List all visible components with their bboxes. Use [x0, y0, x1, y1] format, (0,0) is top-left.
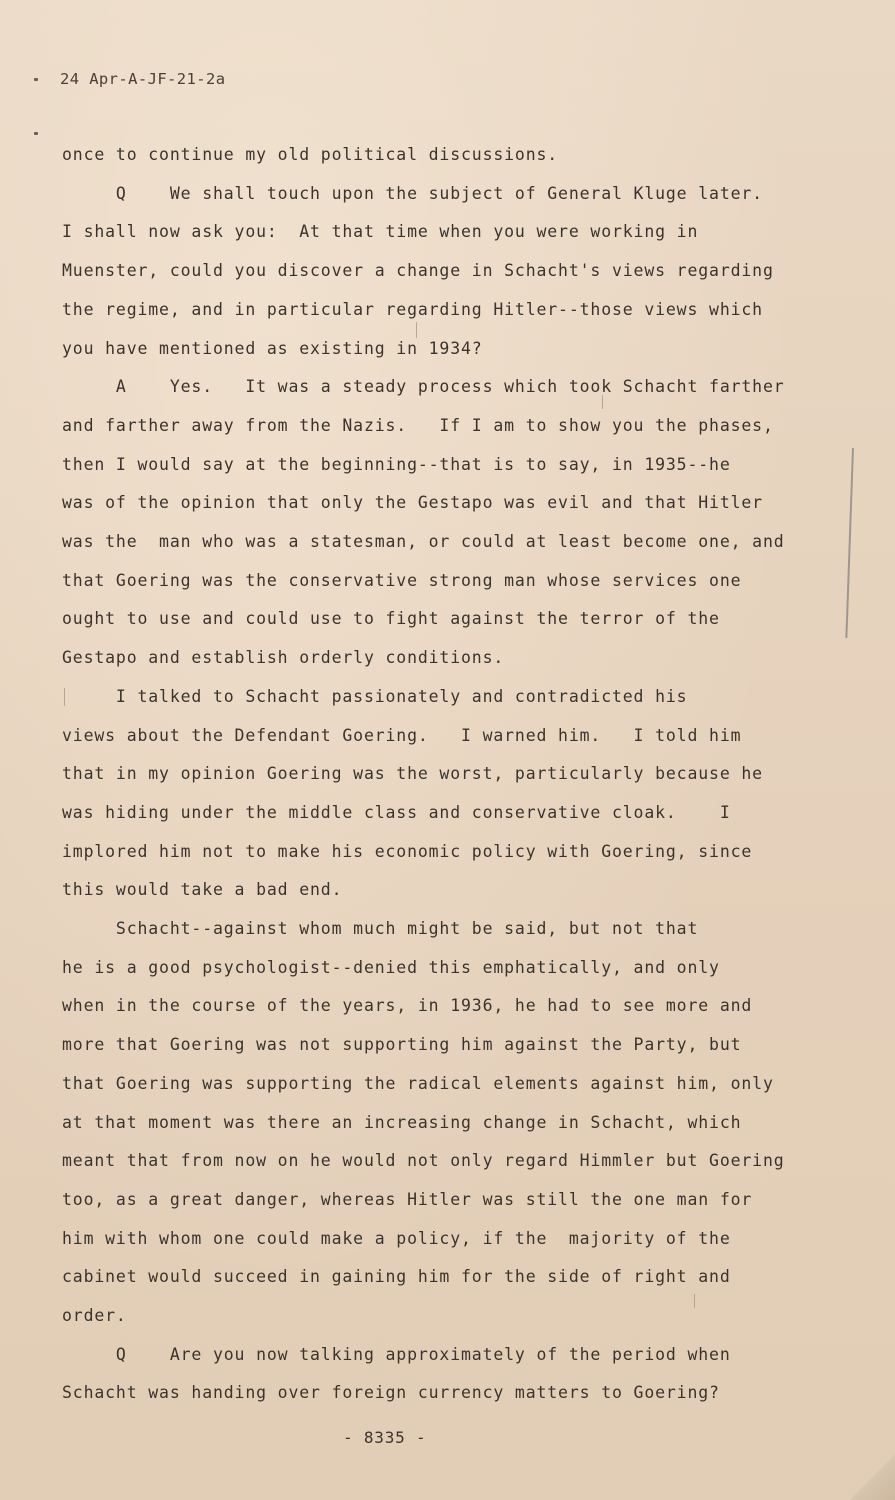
text-line: that Goering was supporting the radical elements against him, only	[62, 1073, 774, 1093]
pencil-mark	[602, 395, 603, 409]
document-reference: 24 Apr-A-JF-21-2a	[60, 70, 226, 88]
text-line: him with whom one could make a policy, if the majority of the	[62, 1228, 731, 1248]
text-line: when in the course of the years, in 1936, he had to see more and	[62, 996, 753, 1016]
text-line: this would take a bad end.	[62, 880, 343, 900]
text-line: then I would say at the beginning--that is to say, in 1935--he	[62, 454, 731, 474]
pencil-mark	[694, 1294, 695, 1308]
pencil-mark	[64, 688, 65, 706]
text-line: that in my opinion Goering was the worst, particularly because he	[62, 764, 763, 784]
text-line: I shall now ask you: At that time when you were working in	[62, 222, 699, 242]
margin-mark	[34, 132, 38, 135]
text-line: was hiding under the middle class and conservative cloak. I	[62, 802, 731, 822]
text-line: implored him not to make his economic policy with Goering, since	[62, 841, 753, 861]
text-line: Schacht--against whom much might be said, but not that	[62, 919, 699, 938]
text-line: you have mentioned as existing in 1934?	[62, 338, 483, 358]
pencil-margin-line	[845, 448, 854, 638]
text-line: Q We shall touch upon the subject of General Kluge later.	[62, 183, 763, 203]
text-line: order.	[62, 1306, 127, 1325]
text-line: views about the Defendant Goering. I warned him. I told him	[62, 725, 742, 745]
text-line: Gestapo and establish orderly conditions.	[62, 648, 505, 668]
text-line: the regime, and in particular regarding Hitler--those views which	[62, 299, 763, 319]
text-line: cabinet would succeed in gaining him for the side of right and	[62, 1267, 731, 1287]
page-corner-curl	[849, 1454, 895, 1500]
margin-mark	[34, 78, 38, 81]
text-line: that Goering was the conservative strong man whose services one	[62, 570, 742, 590]
page-number: - 8335 -	[343, 1428, 427, 1447]
text-line: was of the opinion that only the Gestapo was evil and that Hitler	[62, 493, 763, 513]
pencil-mark	[416, 322, 417, 338]
text-line: at that moment was there an increasing change in Schacht, which	[62, 1112, 742, 1132]
text-line: A Yes. It was a steady process which took Schacht farther	[62, 377, 785, 397]
text-line: meant that from now on he would not only regard Himmler but Goering	[62, 1151, 785, 1171]
text-line: too, as a great danger, whereas Hitler was still the one man for	[62, 1189, 753, 1209]
text-line: once to continue my old political discussions.	[62, 145, 559, 164]
text-line: and farther away from the Nazis. If I am to show you the phases,	[62, 415, 774, 435]
text-line: Muenster, could you discover a change in Schacht's views regarding	[62, 261, 774, 281]
text-line: Q Are you now talking approximately of the period when	[62, 1344, 731, 1364]
text-line: more that Goering was not supporting him against the Party, but	[62, 1035, 742, 1055]
text-line: ought to use and could use to fight against the terror of the	[62, 609, 720, 629]
text-line: was the man who was a statesman, or could at least become one, and	[62, 532, 785, 551]
text-line: he is a good psychologist--denied this emphatically, and only	[62, 957, 720, 977]
text-line: I talked to Schacht passionately and contradicted his	[62, 686, 688, 706]
text-line: Schacht was handing over foreign currency matters to Goering?	[62, 1383, 720, 1403]
